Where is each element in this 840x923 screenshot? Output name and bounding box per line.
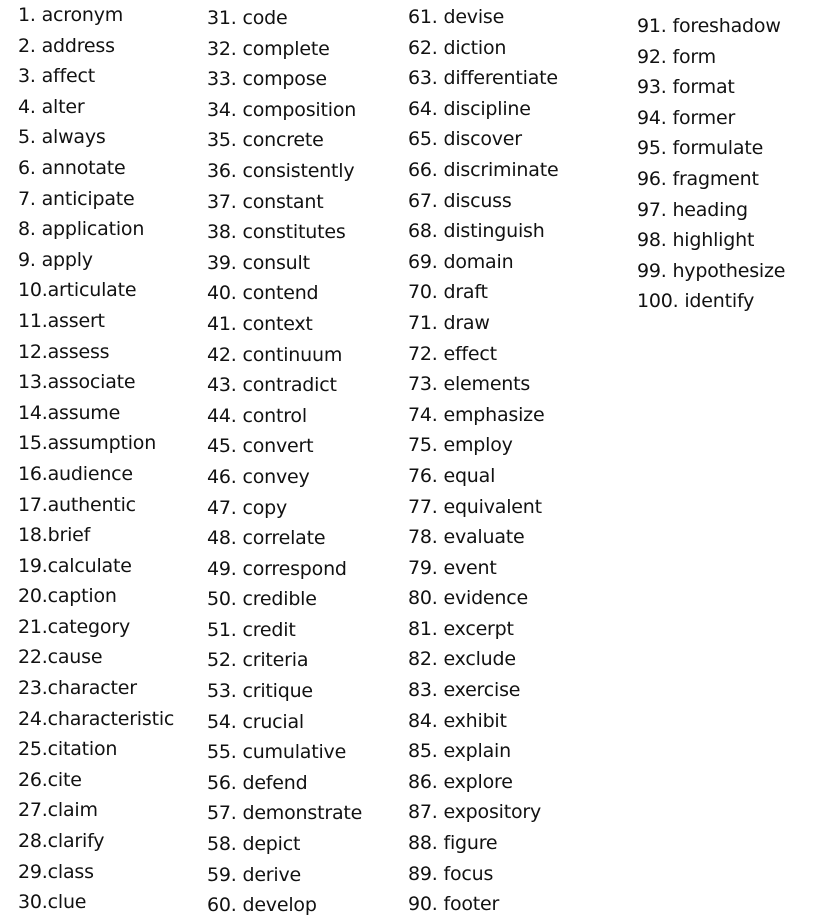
list-item: 99. hypothesize — [637, 259, 786, 282]
list-item: 52. criteria — [207, 649, 309, 672]
list-item: 61. devise — [408, 6, 505, 28]
list-item: 74. emphasize — [408, 403, 545, 426]
list-item: 34. composition — [207, 98, 357, 121]
list-item: 16.audience — [18, 462, 133, 485]
list-item: 77. equivalent — [408, 495, 542, 518]
list-item: 73. elements — [408, 373, 531, 396]
list-item: 89. focus — [408, 862, 494, 885]
list-item: 53. critique — [207, 680, 313, 703]
list-item: 88. figure — [408, 832, 498, 855]
list-item: 81. excerpt — [408, 617, 514, 640]
list-item: 25.citation — [18, 738, 118, 761]
list-item: 8. application — [18, 218, 145, 241]
list-item: 17.authentic — [18, 493, 136, 516]
list-item: 49. correspond — [207, 557, 347, 580]
list-item: 70. draft — [408, 281, 488, 304]
list-item: 94. former — [637, 106, 736, 129]
list-item: 78. evaluate — [408, 526, 525, 549]
list-item: 75. employ — [408, 434, 513, 457]
list-item: 71. draw — [408, 311, 490, 334]
list-item: 76. equal — [408, 464, 496, 487]
list-item: 38. constitutes — [207, 221, 346, 244]
list-item: 19.calculate — [18, 554, 132, 577]
list-item: 69. domain — [408, 250, 514, 273]
list-item: 58. depict — [207, 833, 301, 856]
word-column-3 — [408, 2, 558, 920]
list-item: 9. apply — [18, 248, 93, 271]
list-item: 29.class — [18, 860, 94, 883]
list-item: 5. always — [18, 126, 106, 149]
list-item: 63. differentiate — [408, 67, 558, 90]
list-item: 2. address — [18, 34, 115, 57]
list-item: 21.category — [18, 615, 130, 638]
list-item: 54. crucial — [207, 710, 305, 733]
list-item: 32. complete — [207, 37, 330, 60]
list-item: 40. contend — [207, 282, 319, 305]
list-item: 22.cause — [18, 646, 103, 669]
list-item: 7. anticipate — [18, 187, 135, 210]
list-item: 91. foreshadow — [637, 15, 781, 37]
list-item: 13.associate — [18, 371, 136, 394]
list-item: 100. identify — [637, 290, 755, 313]
list-item: 67. discuss — [408, 189, 512, 212]
list-item: 12.assess — [18, 340, 110, 363]
list-item: 26.cite — [18, 768, 82, 791]
list-item: 23.character — [18, 677, 137, 700]
list-item: 3. affect — [18, 65, 95, 88]
list-item: 15.assumption — [18, 432, 157, 455]
list-item: 72. effect — [408, 342, 497, 365]
list-item: 36. consistently — [207, 159, 355, 182]
list-item: 30.clue — [18, 891, 87, 914]
word-column-2 — [207, 3, 362, 921]
list-item: 50. credible — [207, 588, 317, 611]
list-item: 37. constant — [207, 190, 324, 213]
list-item: 11.assert — [18, 309, 105, 332]
list-item: 82. exclude — [408, 648, 516, 671]
list-item: 4. alter — [18, 95, 85, 118]
list-item: 68. distinguish — [408, 220, 545, 243]
list-item: 28.clarify — [18, 830, 105, 853]
list-item: 59. derive — [207, 863, 302, 886]
list-item: 46. convey — [207, 465, 310, 488]
list-item: 57. demonstrate — [207, 802, 363, 825]
list-item: 98. highlight — [637, 229, 755, 252]
list-item: 93. format — [637, 76, 735, 99]
list-item: 35. concrete — [207, 129, 324, 152]
list-item: 43. contradict — [207, 374, 337, 397]
list-item: 20.caption — [18, 585, 117, 608]
list-item: 27.claim — [18, 799, 98, 822]
list-item: 64. discipline — [408, 97, 531, 120]
list-item: 65. discover — [408, 128, 522, 151]
list-item: 87. expository — [408, 801, 542, 824]
list-item: 90. footer — [408, 893, 500, 916]
list-item: 44. control — [207, 404, 307, 427]
list-item: 80. evidence — [408, 587, 528, 610]
list-item: 95. formulate — [637, 137, 764, 160]
list-item: 56. defend — [207, 771, 308, 794]
list-item: 86. explore — [408, 770, 513, 793]
list-item: 62. diction — [408, 36, 507, 59]
list-item: 60. develop — [207, 894, 317, 917]
list-item: 1. acronym — [18, 4, 124, 26]
word-column-4 — [637, 11, 785, 317]
list-item: 42. continuum — [207, 343, 343, 366]
list-item: 24.characteristic — [18, 707, 175, 730]
list-item: 18.brief — [18, 524, 91, 547]
list-item: 48. correlate — [207, 527, 326, 550]
list-item: 6. annotate — [18, 156, 126, 179]
list-item: 51. credit — [207, 618, 296, 641]
list-item: 97. heading — [637, 198, 748, 221]
list-item: 14.assume — [18, 401, 121, 424]
word-column-1 — [18, 0, 174, 918]
list-item: 66. discriminate — [408, 158, 559, 181]
list-item: 96. fragment — [637, 167, 759, 190]
list-item: 92. form — [637, 45, 716, 68]
list-item: 45. convert — [207, 435, 314, 458]
list-item: 79. event — [408, 556, 497, 579]
list-item: 41. context — [207, 312, 313, 335]
list-item: 47. copy — [207, 496, 288, 519]
list-item: 85. explain — [408, 740, 511, 763]
list-item: 55. cumulative — [207, 741, 347, 764]
list-item: 33. compose — [207, 68, 327, 91]
list-item: 39. consult — [207, 251, 310, 274]
list-item: 84. exhibit — [408, 709, 507, 732]
list-item: 10.articulate — [18, 279, 137, 302]
list-item: 83. exercise — [408, 679, 521, 702]
list-item: 31. code — [207, 7, 288, 29]
